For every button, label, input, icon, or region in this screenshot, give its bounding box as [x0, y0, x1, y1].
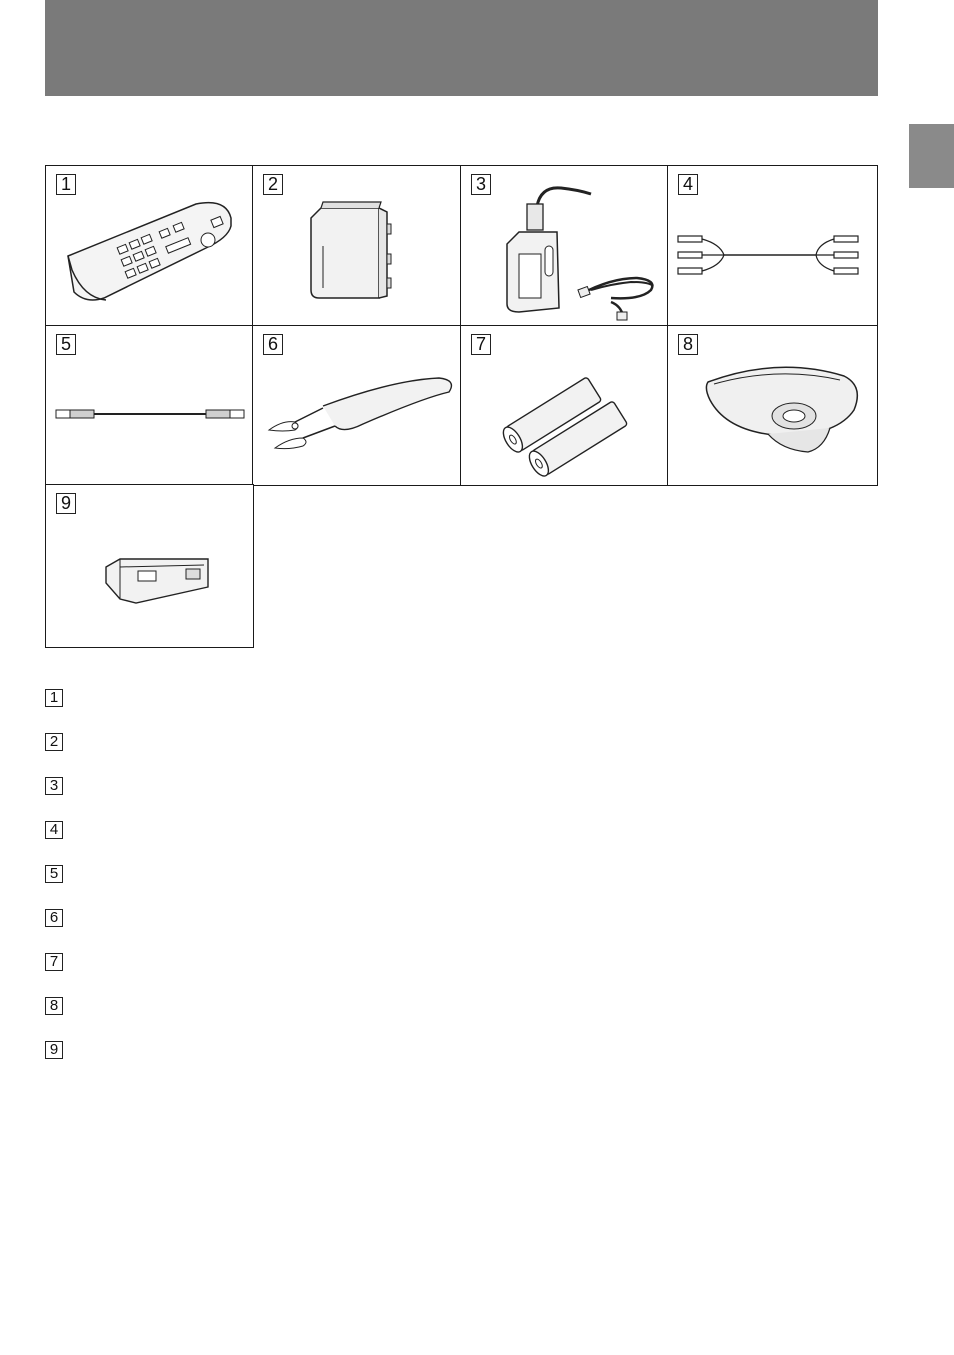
list-number: 2: [45, 733, 63, 751]
item-number: 5: [56, 334, 76, 355]
accessory-cell-9: [45, 484, 254, 648]
accessory-cell-3: [460, 165, 669, 327]
list-number: 7: [45, 953, 63, 971]
accessory-cell-8: [667, 325, 878, 486]
list-item: [45, 865, 63, 883]
accessory-cell-6: [252, 325, 462, 486]
s-video-cable-icon: [46, 326, 253, 485]
list-number: 3: [45, 777, 63, 795]
list-number: 8: [45, 997, 63, 1015]
cassette-tape-icon: [46, 485, 253, 647]
list-number: 1: [45, 689, 63, 707]
item-number: 6: [263, 334, 283, 355]
list-item: [45, 733, 63, 751]
list-item: [45, 997, 63, 1015]
item-number: 1: [56, 174, 76, 195]
section-tab: [909, 124, 954, 188]
list-number: 5: [45, 865, 63, 883]
list-item: [45, 953, 63, 971]
item-number: 3: [471, 174, 491, 195]
list-item: [45, 821, 63, 839]
accessory-cell-1: [45, 165, 254, 327]
eyecup-icon: [668, 326, 877, 485]
item-number: 7: [471, 334, 491, 355]
list-item: [45, 689, 63, 707]
accessory-cell-4: [667, 165, 878, 327]
remote-commander-icon: [46, 166, 253, 326]
aa-batteries-icon: [461, 326, 668, 485]
item-number: 4: [678, 174, 698, 195]
accessory-cell-2: [252, 165, 462, 327]
list-item: [45, 777, 63, 795]
list-number: 9: [45, 1041, 63, 1059]
item-number: 2: [263, 174, 283, 195]
item-number: 9: [56, 493, 76, 514]
list-number: 6: [45, 909, 63, 927]
av-cable-icon: [668, 166, 877, 326]
list-item: [45, 909, 63, 927]
item-number: 8: [678, 334, 698, 355]
shoulder-strap-icon: [253, 326, 461, 485]
battery-pack-icon: [253, 166, 461, 326]
ac-adaptor-icon: [461, 166, 668, 326]
list-number: 4: [45, 821, 63, 839]
header-bar: [45, 0, 878, 96]
list-item: [45, 1041, 63, 1059]
accessory-cell-7: [460, 325, 669, 486]
accessory-cell-5: [45, 325, 254, 486]
